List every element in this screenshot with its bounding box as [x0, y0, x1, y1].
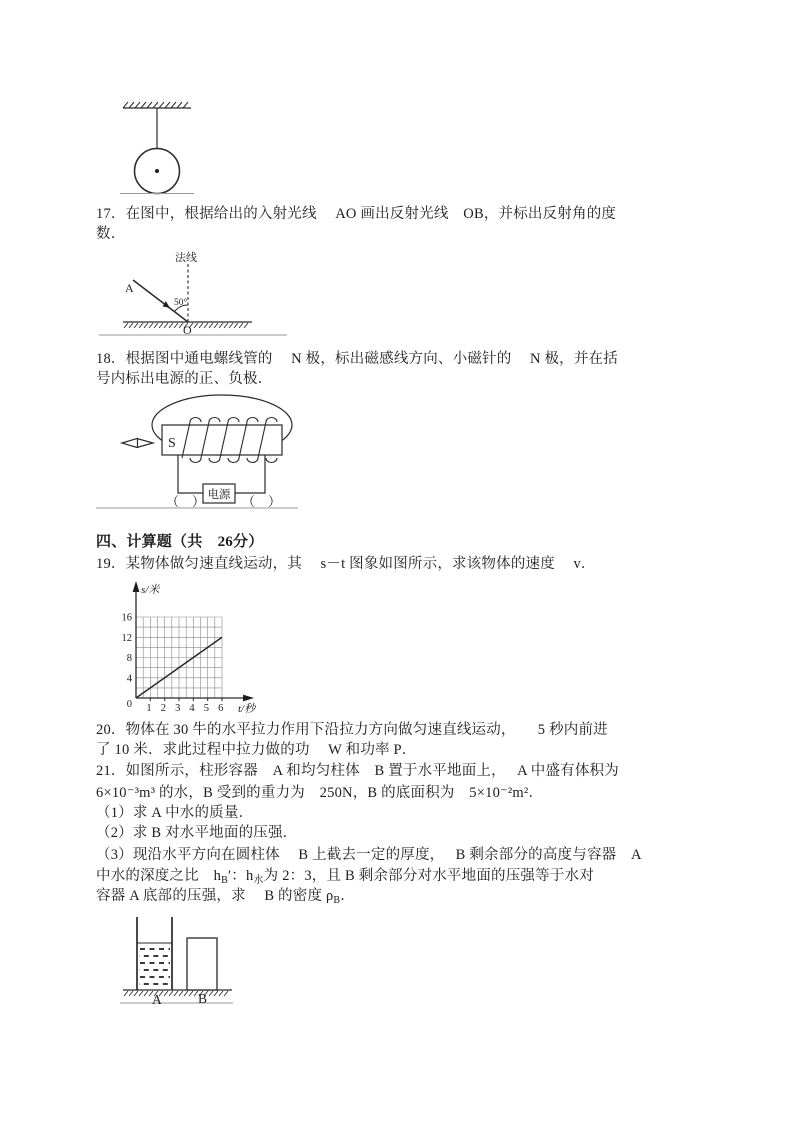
question-20-line-1: 20．物体在 30 牛的水平拉力作用下沿拉力方向做匀速直线运动， 5 秒内前进 [96, 722, 608, 738]
ground-hatch [124, 991, 228, 996]
question-21-part1: （1）求 A 中水的质量． [96, 805, 254, 821]
s-pole-label: S [168, 436, 176, 451]
water-dashes-row-b [139, 956, 169, 984]
polarity-bracket-left: （ ） [166, 494, 206, 509]
question-18-line-1: 18．根据图中通电螺线管的 N 极，标出磁感线方向、小磁针的 N 极，并在括 [96, 351, 618, 367]
incident-ray-arrowhead [163, 301, 170, 308]
question-17-line-2: 数． [96, 226, 126, 242]
text-segment: 中水的深度之比 h [96, 868, 222, 884]
ceiling-hatch [123, 102, 188, 108]
y-tick-16: 16 [121, 612, 132, 624]
x-tick-6: 6 [218, 703, 224, 714]
power-source-label: 电源 [207, 489, 231, 501]
subscript-water: 水 [253, 875, 264, 886]
x-axis-arrowhead [243, 695, 254, 702]
y-tick-4: 4 [126, 673, 132, 685]
x-tick-2: 2 [160, 703, 167, 714]
axes [136, 586, 248, 698]
cylinder-b [187, 938, 217, 990]
coil-top-bumps [190, 418, 277, 423]
cylinder-b-label: B [198, 991, 208, 1006]
question-21-part3-line1: （3）现沿水平方向在圆柱体 B 上截去一定的厚度， B 剩余部分的高度与容器 A [96, 847, 642, 863]
x-tick-5: 5 [203, 703, 210, 714]
text-segment: 容器 A 底部的压强，求 B 的密度 ρ [96, 888, 334, 904]
y-tick-12: 12 [121, 632, 132, 644]
subscript-b: B [333, 895, 341, 906]
x-tick-4: 4 [189, 703, 195, 714]
subscript-b: B [221, 875, 228, 886]
coil-bottom-bumps [190, 458, 277, 463]
question-21-line-2: 6×10⁻³m³ 的水，B 受到的重力为 250N，B 的底面积为 5×10⁻²m²． [96, 785, 544, 801]
polarity-bracket-right: （ ） [242, 494, 282, 509]
question-17-line-1: 17．在图中，根据给出的入射光线 AO 画出反射光线 OB，并标出反射角的度 [96, 206, 617, 222]
s-t-graph [108, 580, 270, 720]
container-a-label: A [152, 992, 162, 1007]
question-19-line-1: 19．某物体做匀速直线运动，其 s－t 图象如图所示，求该物体的速度 v． [96, 556, 596, 572]
point-o-label: O [183, 323, 192, 337]
point-a-label: A [125, 281, 134, 295]
section-4-header: 四、计算题（共 26分） [96, 534, 264, 550]
y-axis-arrowhead [133, 581, 140, 592]
question-21-part2: （2）求 B 对水平地面的压强． [96, 825, 298, 841]
angle-50-label: 50° [174, 298, 188, 308]
reflection-figure [95, 247, 295, 343]
solenoid-figure [94, 387, 306, 513]
y-tick-8: 8 [126, 653, 132, 664]
containers-figure [112, 912, 244, 1014]
water-dashes-row-a [140, 949, 170, 977]
x-tick-1: 1 [146, 703, 152, 714]
origin-label: 0 [126, 699, 132, 710]
x-tick-3: 3 [175, 703, 181, 714]
text-segment: ． [340, 888, 355, 904]
pulley-figure [85, 93, 209, 205]
text-segment: 为 2：3，且 B 剩余部分对水平地面的压强等于水对 [263, 868, 594, 884]
normal-line-label: 法线 [175, 252, 197, 264]
text-segment: ′：h [227, 868, 254, 884]
x-axis-title: t/秒 [238, 703, 256, 715]
question-18-line-2: 号内标出电源的正、负极． [96, 371, 273, 387]
container-a-walls [137, 917, 172, 990]
question-21-part3-line2 [96, 867, 736, 887]
question-21-part3-line3 [96, 887, 736, 907]
question-21-line-1: 21．如图所示，柱形容器 A 和均匀柱体 B 置于水平地面上， A 中盛有体积为 [96, 763, 619, 779]
y-axis-title: s/米 [141, 584, 160, 596]
pulley-axle-dot [155, 169, 159, 173]
question-20-line-2: 了 10 米．求此过程中拉力做的功 W 和功率 P． [96, 742, 417, 758]
